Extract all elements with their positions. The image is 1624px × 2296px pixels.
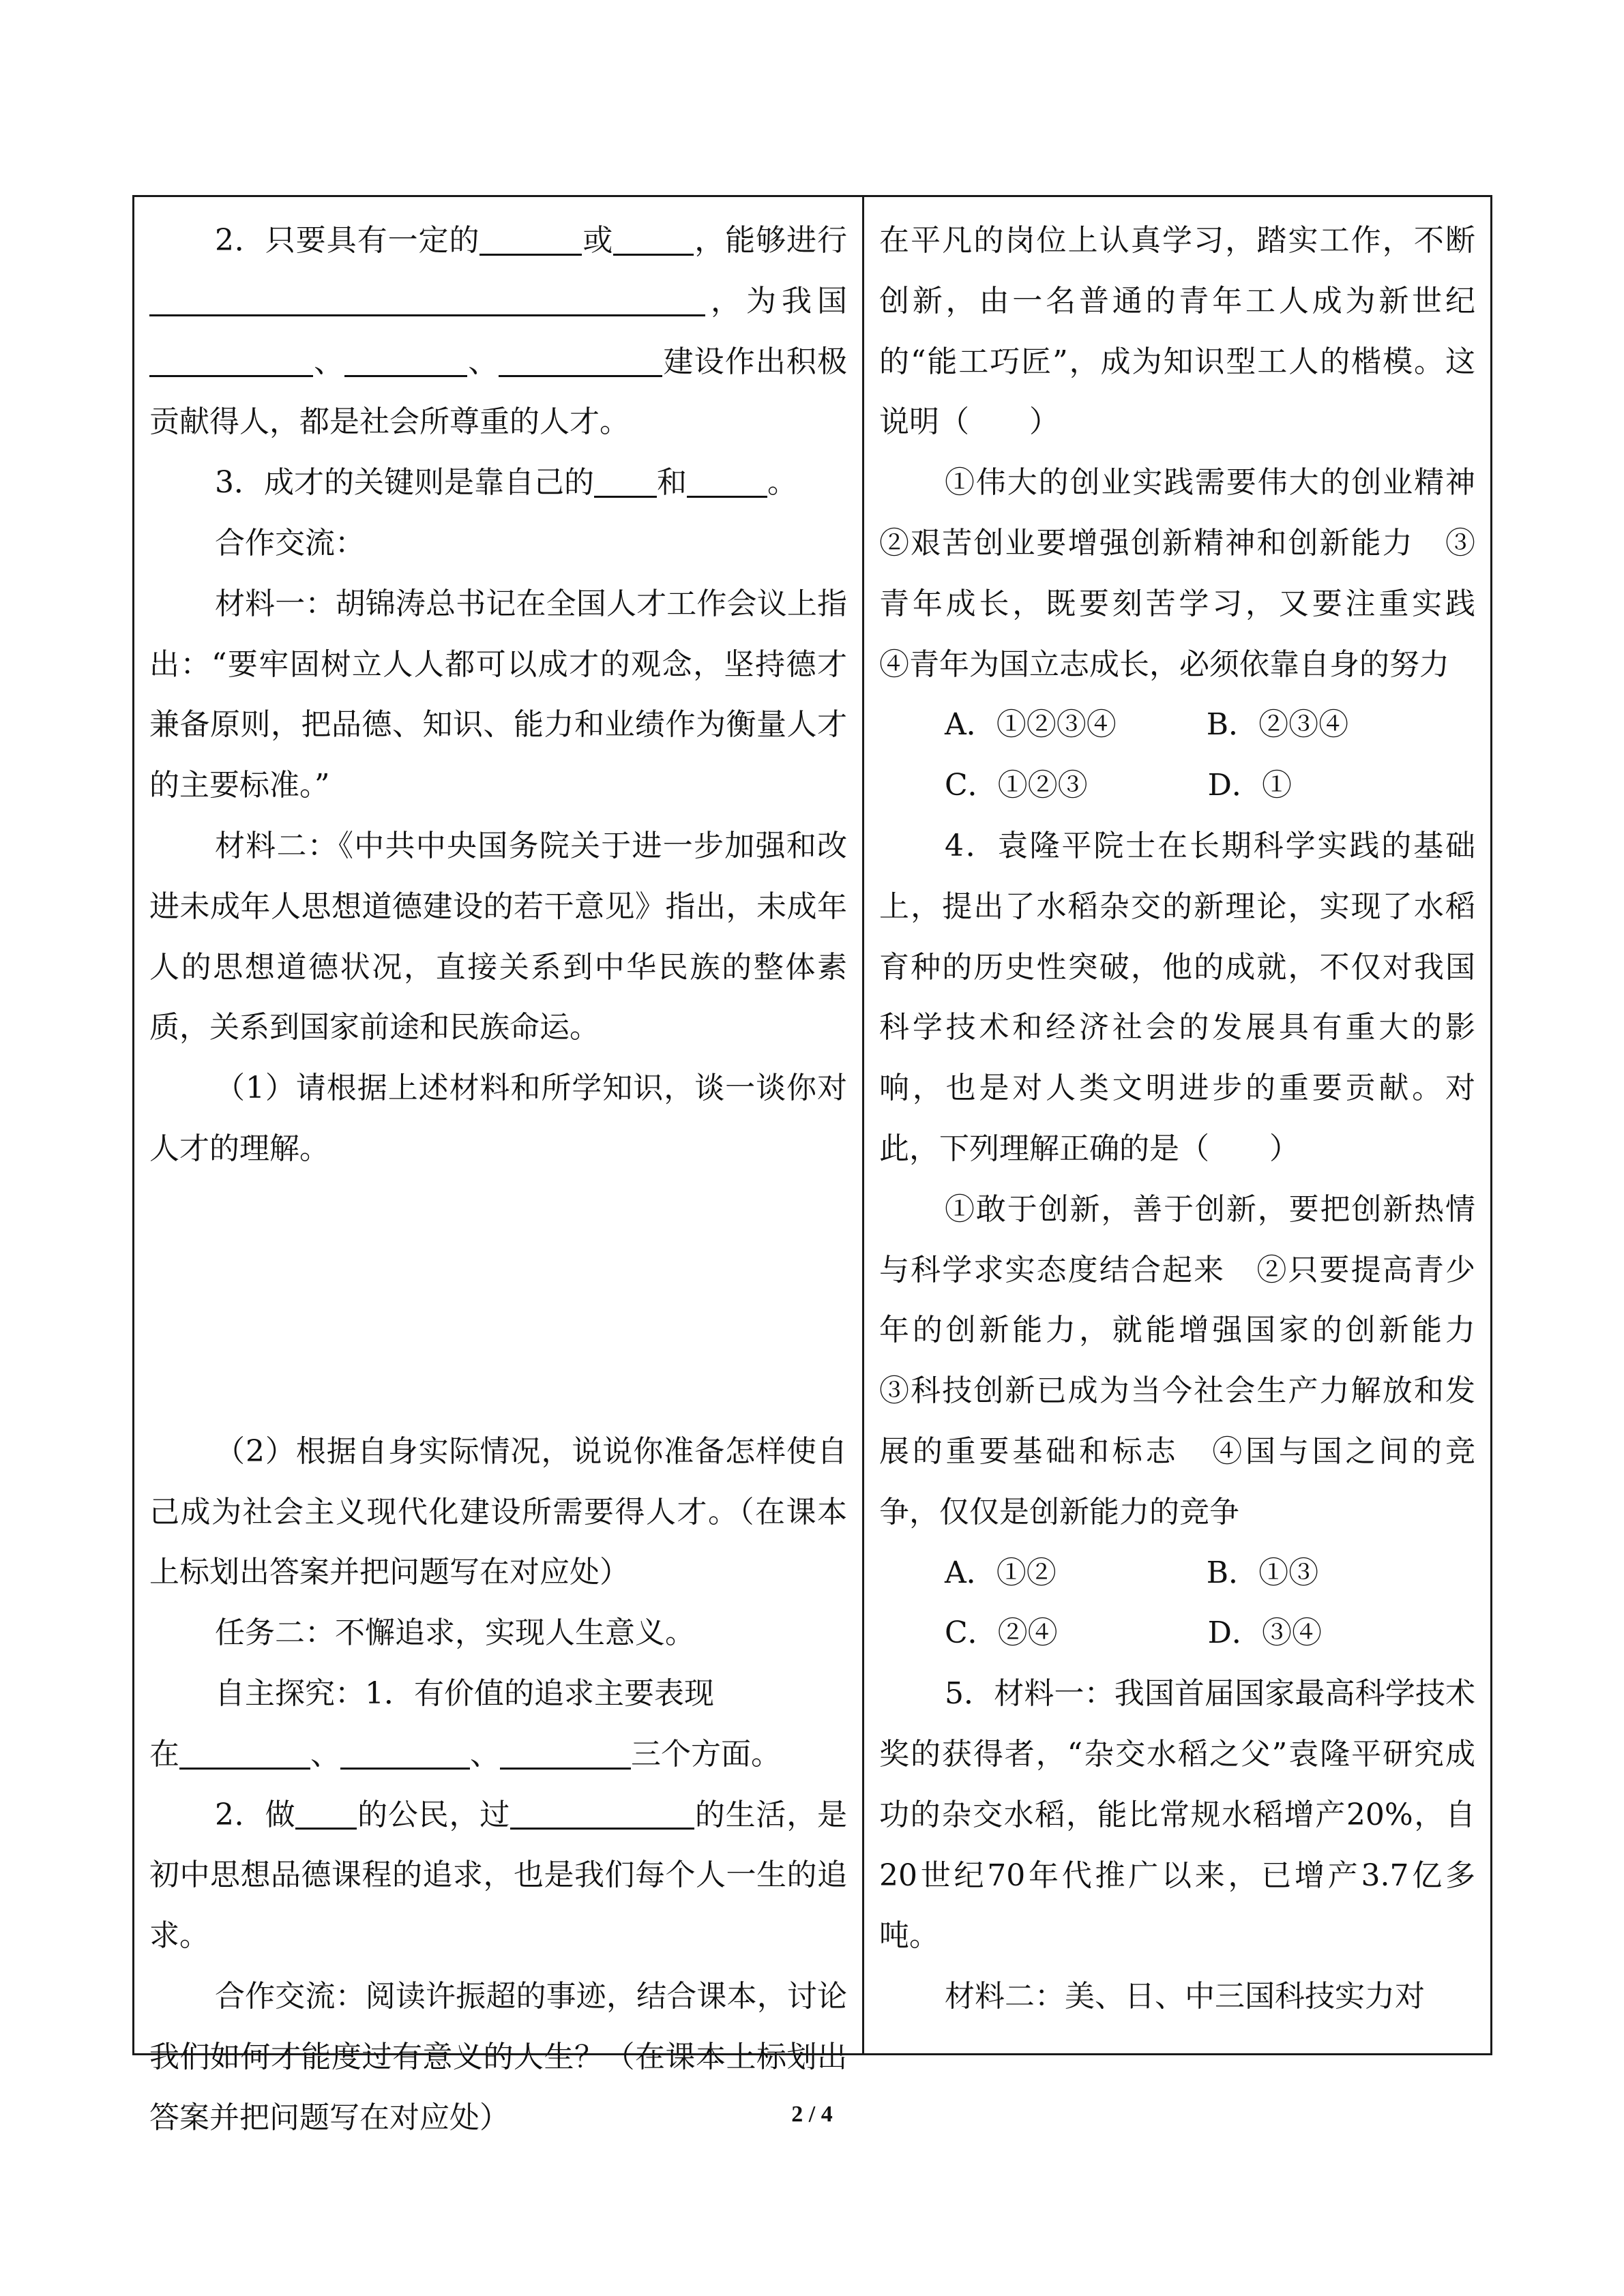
text: 。	[767, 465, 797, 501]
text: 、	[467, 344, 499, 379]
answer-blank[interactable]	[149, 345, 313, 377]
material-1: 材料一：胡锦涛总书记在全国人才工作会议上指出：“要牢固树立人人都可以成才的观念，坚持德才兼备原则，把品德、知识、能力和业绩作为衡量人才的主要标准。”	[149, 586, 847, 803]
coop-heading: 合作交流：	[215, 525, 365, 561]
answer-blank[interactable]	[510, 1798, 694, 1830]
worksheet-table	[132, 195, 1535, 2135]
question-4-options-cd[interactable]: C．②④ D．③④	[945, 1615, 1322, 1651]
text: 2．只要具有一定的	[215, 223, 480, 258]
text: 和	[657, 465, 687, 501]
answer-blank[interactable]	[149, 284, 705, 316]
right-column	[864, 197, 1535, 2053]
answer-blank[interactable]	[500, 1738, 631, 1770]
answer-blank[interactable]	[340, 1738, 470, 1770]
question-4-options-ab[interactable]: A．①② B．①③	[945, 1555, 1319, 1590]
text: 、	[310, 1736, 340, 1772]
task-2-heading: 任务二：不懈追求，实现人生意义。	[215, 1615, 695, 1651]
question-5-material-1: 5．材料一：我国首届国家最高科学技术奖的获得者，“杂交水稻之父”袁隆平研究成功的杂交水稻，能比常规水稻增产20%，自20世纪70年代推广以来，已增产3.7亿多吨。	[879, 1676, 1475, 1954]
question-5-material-2: 材料二：美、日、中三国科技实力对	[945, 1979, 1425, 2014]
self-study-question	[149, 1664, 847, 1725]
sub-question-2: （2）根据自身实际情况，说说你准备怎样使自己成为社会主义现代化建设所需要得人才。（在课本上标划出答案并把问题写在对应处）	[149, 1433, 847, 1590]
text: 3．成才的关键则是靠自己的	[215, 465, 594, 501]
material-2: 材料二：《中共中央国务院关于进一步加强和改进未成年人思想道德建设的若干意见》指出，未成年人的思想道德状况，直接关系到中华民族的整体素质，关系到国家前途和民族命运。	[149, 828, 847, 1045]
answer-blank[interactable]	[594, 466, 657, 498]
text: ，为我	[705, 283, 817, 318]
question-3-continued: 在平凡的岗位上认真学习，踏实工作，不断创新，由一名普通的青年工人成为新世纪的“能工巧匠”，成为知识型工人的楷模。这说明（ ）	[879, 223, 1475, 440]
text: 行	[817, 223, 847, 258]
answer-blank[interactable]	[295, 1798, 357, 1830]
question-3-options-ab[interactable]: A．①②③④ B．②③④	[945, 707, 1349, 743]
text: 国	[817, 283, 847, 318]
question-3-options-cd[interactable]: C．①②③ D．①	[945, 768, 1292, 803]
page-number: 2 / 4	[791, 2102, 833, 2127]
answer-blank[interactable]	[687, 466, 767, 498]
text: 在	[149, 1736, 179, 1772]
text: ，能够进	[694, 223, 817, 258]
answer-blank[interactable]	[479, 224, 582, 256]
text: 、	[313, 344, 345, 379]
coop-discussion: 合作交流：阅读许振超的事迹，结合课本，讨论我们如何才能度过有意义的人生？（在课本上标划出答案并把问题写在对应处）	[149, 1978, 847, 2135]
sub-question-1: （1）请根据上述材料和所学知识，谈一谈你对人才的理解。	[149, 1071, 847, 1166]
answer-blank[interactable]	[613, 224, 694, 256]
question-2b	[149, 1785, 847, 1967]
text: 的生活，是初中思想品德课程的追求，也是我们每个人一生的追求。	[149, 1797, 848, 1954]
question-3-statements: ①伟大的创业实践需要伟大的创业精神 ②艰苦创业要增强创新精神和创新能力 ③青年成长，既要刻苦学习，又要注重实践 ④青年为国立志成长，必须依靠自身的努力	[879, 465, 1505, 682]
text: 三个方面。	[631, 1736, 781, 1772]
question-2	[149, 211, 847, 453]
text: 或	[582, 223, 614, 258]
text: 的公民，过	[357, 1797, 511, 1832]
answer-blank[interactable]	[344, 345, 467, 377]
text: 建设作出积极贡献得人，都是社会所尊重的人才。	[149, 344, 848, 440]
answer-blank[interactable]	[179, 1738, 310, 1770]
question-4: 4．袁隆平院士在长期科学实践的基础上，提出了水稻杂交的新理论，实现了水稻育种的历史性突破，他的成就，不仅对我国科学技术和经济社会的发展具有重大的影响，也是对人类文明进步的重要贡献。对此，下列理解正确的是（ ）	[879, 828, 1475, 1166]
question-3	[149, 453, 847, 513]
text: 2．做	[215, 1797, 296, 1832]
text: 自主探究：1．有价值的追求主要表现	[215, 1675, 714, 1711]
question-4-statements: ①敢于创新，善于创新，要把创新热情与科学求实态度结合起来 ②只要提高青少年的创新能力，就能增强国家的创新能力 ③科技创新已成为当今社会生产力解放和发展的重要基础和标志 ④国与国之间的竞争，仅仅是创新能力的竞争	[879, 1191, 1535, 1530]
answer-space[interactable]	[149, 1180, 847, 1422]
text: 、	[470, 1736, 500, 1772]
answer-blank[interactable]	[499, 345, 662, 377]
self-study-blanks	[149, 1725, 847, 1785]
